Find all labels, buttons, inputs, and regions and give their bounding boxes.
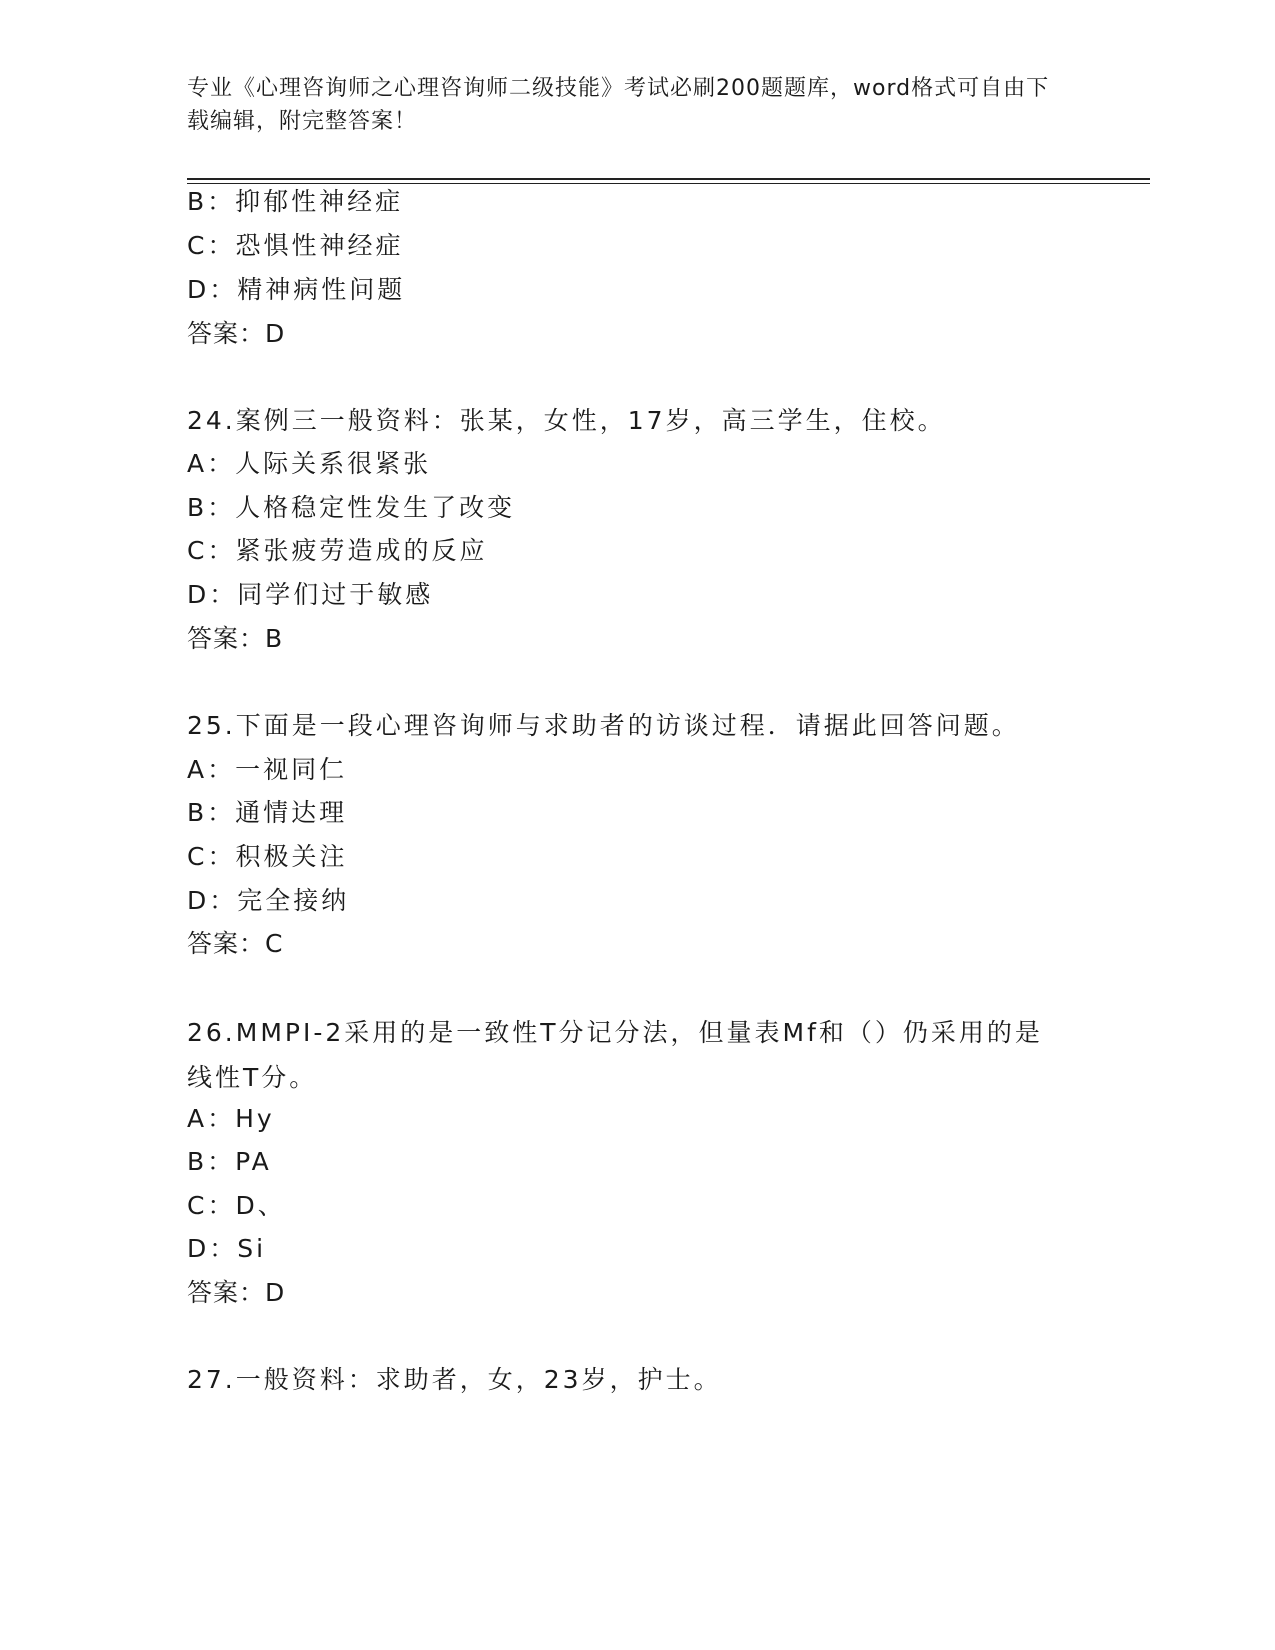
question-stem: 25.下面是一段心理咨询师与求助者的访谈过程．请据此回答问题。 bbox=[187, 711, 1020, 740]
option-d: D：完全接纳 bbox=[187, 886, 350, 915]
option-d: D：Si bbox=[187, 1234, 267, 1263]
option-a: A：一视同仁 bbox=[187, 755, 348, 784]
question-stem: 27.一般资料：求助者，女，23岁，护士。 bbox=[187, 1365, 722, 1394]
option-c: C：紧张疲劳造成的反应 bbox=[187, 536, 488, 565]
option-c: C：D、 bbox=[187, 1191, 286, 1220]
document-header: 专业《心理咨询师之心理咨询师二级技能》考试必刷200题题库，word格式可自由下载编辑，附完整答案！ bbox=[187, 76, 1050, 134]
option-a: A：人际关系很紧张 bbox=[187, 449, 432, 478]
answer: 答案：D bbox=[187, 1278, 286, 1307]
option-c: C：积极关注 bbox=[187, 842, 348, 871]
option-a: A：Hy bbox=[187, 1104, 275, 1133]
option-b: B：抑郁性神经症 bbox=[187, 187, 404, 216]
option-b: B：通情达理 bbox=[187, 798, 348, 827]
answer: 答案：D bbox=[187, 319, 286, 348]
question-stem: 26.MMPI-2采用的是一致性T分记分法，但量表Mf和（）仍采用的是线性T分。 bbox=[187, 1018, 1043, 1092]
option-d: D：精神病性问题 bbox=[187, 275, 406, 304]
answer: 答案：C bbox=[187, 929, 284, 958]
option-b: B：PA bbox=[187, 1147, 272, 1176]
header-divider-thin bbox=[187, 183, 1150, 184]
answer: 答案：B bbox=[187, 624, 284, 653]
option-b: B：人格稳定性发生了改变 bbox=[187, 493, 516, 522]
header-divider-thick bbox=[187, 178, 1150, 180]
question-stem: 24.案例三一般资料：张某，女性，17岁，高三学生，住校。 bbox=[187, 406, 946, 435]
option-d: D：同学们过于敏感 bbox=[187, 580, 434, 609]
option-c: C：恐惧性神经症 bbox=[187, 231, 404, 260]
